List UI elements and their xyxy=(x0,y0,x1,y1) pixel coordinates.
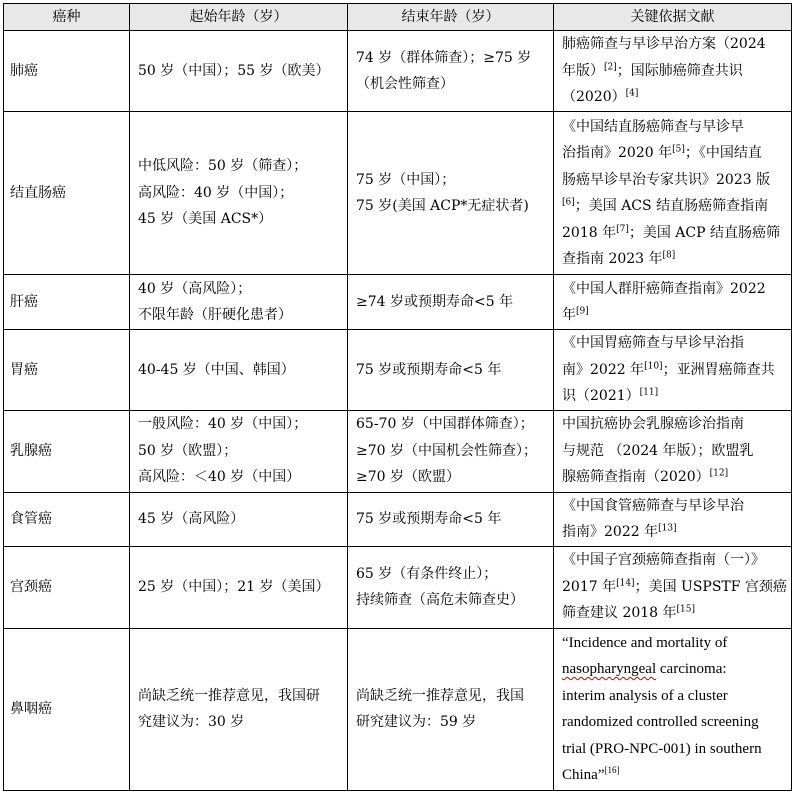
start-age-line: 40 岁（高风险）； xyxy=(138,280,252,297)
reference-line xyxy=(562,438,791,465)
reference-text: 治指南》2020 年 xyxy=(562,145,673,161)
reference-text: ；国际肺癌筛查共识 xyxy=(616,62,743,79)
end-age-line: 75 岁或预期寿命<5 年 xyxy=(356,510,502,527)
reference-line xyxy=(562,547,791,574)
citation-marker: [5] xyxy=(672,144,685,155)
reference-text: 中国抗癌协会乳腺癌诊治指南 xyxy=(562,416,744,433)
reference-line xyxy=(562,114,791,141)
start-age-line: 25 岁（中国）；21 岁（美国） xyxy=(138,578,330,595)
citation-marker: [15] xyxy=(676,604,696,615)
start-age-line: 50 岁（中国）；55 岁（欧美） xyxy=(138,62,330,79)
start-age-line: 45 岁（美国 ACS*） xyxy=(138,211,273,228)
reference-text: 年 xyxy=(562,307,576,323)
reference-line xyxy=(562,58,791,85)
reference-line xyxy=(562,383,791,410)
reference-line xyxy=(562,519,791,546)
reference-text: 识（2021） xyxy=(562,388,640,404)
reference-line xyxy=(562,276,791,303)
reference-line xyxy=(562,493,791,520)
reference-text: 南》2022 年 xyxy=(562,361,645,378)
reference-text: 指南》2022 年 xyxy=(562,524,659,540)
header-references: 关键依据文献 xyxy=(554,4,792,31)
cancer-type-cell: 胃癌 xyxy=(4,330,130,411)
reference-cell xyxy=(554,546,792,628)
reference-text: “Incidence and mortality of xyxy=(562,634,728,651)
start-age-line: 50 岁（欧盟）； xyxy=(138,442,238,459)
table-row xyxy=(4,112,792,275)
citation-marker: [2] xyxy=(604,62,617,73)
reference-line xyxy=(562,193,791,220)
reference-line xyxy=(562,330,791,357)
end-age-line: （机会性筛查） xyxy=(356,76,454,92)
screening-age-table xyxy=(3,3,792,791)
citation-marker: [13] xyxy=(658,523,677,534)
end-age-line: 65-70 岁（中国群体筛查）； xyxy=(356,416,534,433)
reference-line xyxy=(562,736,791,763)
reference-line xyxy=(562,140,791,167)
citation-marker: [16] xyxy=(604,765,620,775)
citation-marker: [6] xyxy=(562,197,575,208)
reference-cell xyxy=(554,31,792,112)
citation-marker: [12] xyxy=(709,468,729,479)
start-age-cell xyxy=(130,492,348,546)
end-age-line: ≥70 岁（中国机会性筛查）； xyxy=(356,442,537,459)
reference-text: trial (PRO-NPC-001) in southern xyxy=(562,740,762,757)
reference-text: 《中国人群肝癌筛查指南》2022 xyxy=(562,280,766,297)
citation-marker: [14] xyxy=(616,578,635,589)
reference-text: ；《中国结直 xyxy=(684,145,762,161)
reference-text: 2017 年 xyxy=(562,578,617,595)
reference-cell xyxy=(554,330,792,411)
start-age-cell xyxy=(130,31,348,112)
reference-cell xyxy=(554,112,792,275)
reference-line xyxy=(562,464,791,491)
reference-text: 《中国子宫颈癌筛查指南（一）》 xyxy=(562,552,765,569)
start-age-line: 45 岁（高风险） xyxy=(138,510,245,527)
table-row xyxy=(4,410,792,492)
reference-line xyxy=(562,630,791,657)
reference-text: 腺癌筛查指南（2020） xyxy=(562,469,710,486)
spellcheck-flagged-text: nasopharyngeal xyxy=(562,661,657,677)
reference-text: ；美国 USPSTF 宫颈癌 xyxy=(634,578,787,595)
reference-text: 肠癌早诊早治专家共识》2023 版 xyxy=(562,171,771,188)
end-age-cell xyxy=(348,410,554,492)
end-age-cell xyxy=(348,546,554,628)
reference-text: 肺癌筛查与早诊早治方案（2024 xyxy=(562,36,766,53)
start-age-cell xyxy=(130,112,348,275)
reference-line xyxy=(562,220,791,247)
end-age-line: ≥70 岁（欧盟） xyxy=(356,469,460,486)
reference-line xyxy=(562,84,791,111)
reference-text: 《中国结直肠癌筛查与早诊早 xyxy=(562,118,744,135)
start-age-cell xyxy=(130,546,348,628)
cancer-type-cell: 鼻咽癌 xyxy=(4,628,130,790)
reference-line xyxy=(562,600,791,627)
start-age-line: 尚缺乏统一推荐意见，我国研 xyxy=(138,687,320,704)
reference-line xyxy=(562,683,791,710)
reference-text: ；美国 ACS 结直肠癌筛查指南 xyxy=(574,198,769,214)
start-age-cell xyxy=(130,330,348,411)
end-age-line: 74 岁（群体筛查）；≥75 岁 xyxy=(356,49,532,66)
citation-marker: [11] xyxy=(639,387,659,398)
citation-marker: [9] xyxy=(576,306,589,317)
end-age-line: 研究建议为：59 岁 xyxy=(356,714,477,730)
start-age-line: 不限年龄（肝硬化患者） xyxy=(138,307,292,323)
end-age-line: 尚缺乏统一推荐意见，我国 xyxy=(356,687,524,704)
table-row xyxy=(4,275,792,330)
cancer-type-cell: 结直肠癌 xyxy=(4,112,130,275)
reference-text: 2018 年 xyxy=(562,224,617,241)
end-age-cell xyxy=(348,628,554,790)
reference-line xyxy=(562,656,791,683)
table-row xyxy=(4,546,792,628)
table-header-row xyxy=(4,4,792,31)
end-age-cell xyxy=(348,31,554,112)
reference-line xyxy=(562,167,791,194)
reference-text: 查指南 2023 年 xyxy=(562,251,663,267)
citation-marker: [10] xyxy=(644,360,663,371)
end-age-line: ≥74 岁或预期寿命<5 年 xyxy=(356,293,514,310)
end-age-line: 75 岁(美国 ACP*无症状者) xyxy=(356,198,529,214)
reference-text: ；亚洲胃癌筛查共 xyxy=(662,361,775,378)
header-cancer-type: 癌种 xyxy=(4,4,130,31)
citation-marker: [4] xyxy=(625,88,639,99)
end-age-line: 65 岁（有条件终止）； xyxy=(356,565,498,582)
start-age-line: 一般风险：40 岁（中国）； xyxy=(138,416,308,433)
cancer-type-cell: 肺癌 xyxy=(4,31,130,112)
start-age-line: 究建议为：30 岁 xyxy=(138,714,245,730)
reference-text: carcinoma: xyxy=(656,661,727,677)
reference-text: （2020） xyxy=(562,89,626,106)
reference-line xyxy=(562,31,791,58)
table-row xyxy=(4,31,792,112)
header-start-age: 起始年龄（岁） xyxy=(130,4,348,31)
table-row xyxy=(4,330,792,411)
reference-line xyxy=(562,709,791,736)
reference-cell xyxy=(554,492,792,546)
cancer-type-cell: 肝癌 xyxy=(4,275,130,330)
reference-line xyxy=(562,302,791,329)
reference-line xyxy=(562,762,791,789)
reference-cell xyxy=(554,410,792,492)
reference-text: 与规范 （2024 年版）；欧盟乳 xyxy=(562,442,754,459)
header-end-age: 结束年龄（岁） xyxy=(348,4,554,31)
reference-text: 年版） xyxy=(562,62,604,79)
start-age-cell xyxy=(130,410,348,492)
end-age-cell xyxy=(348,275,554,330)
reference-line xyxy=(562,574,791,601)
start-age-cell xyxy=(130,275,348,330)
reference-text: 《中国胃癌筛查与早诊早治指 xyxy=(562,335,744,351)
start-age-line: 中低风险：50 岁（筛查）； xyxy=(138,158,308,175)
end-age-line: 持续筛查（高危未筛查史） xyxy=(356,592,524,608)
end-age-cell xyxy=(348,492,554,546)
start-age-line: 高风险：40 岁（中国）； xyxy=(138,184,294,201)
start-age-line: 40-45 岁（中国、韩国） xyxy=(138,361,295,378)
reference-text: China” xyxy=(562,767,605,783)
end-age-cell xyxy=(348,330,554,411)
start-age-line: 高风险：＜40 岁（中国） xyxy=(138,469,301,486)
start-age-cell xyxy=(130,628,348,790)
end-age-line: 75 岁（中国）； xyxy=(356,171,456,188)
table-row xyxy=(4,492,792,546)
cancer-type-cell: 乳腺癌 xyxy=(4,410,130,492)
reference-line xyxy=(562,246,791,273)
reference-text: randomized controlled screening xyxy=(562,714,759,730)
reference-text: interim analysis of a cluster xyxy=(562,687,728,704)
cancer-type-cell: 宫颈癌 xyxy=(4,546,130,628)
reference-cell xyxy=(554,628,792,790)
reference-text: 筛查建议 2018 年 xyxy=(562,605,677,622)
end-age-line: 75 岁或预期寿命<5 年 xyxy=(356,361,502,378)
table-row xyxy=(4,628,792,790)
reference-line xyxy=(562,357,791,384)
citation-marker: [7] xyxy=(616,223,629,234)
reference-text: ；美国 ACP 结直肠癌筛 xyxy=(628,224,780,241)
citation-marker: [8] xyxy=(662,250,676,261)
cancer-type-cell: 食管癌 xyxy=(4,492,130,546)
reference-text: 《中国食管癌筛查与早诊早治 xyxy=(562,497,744,514)
reference-cell xyxy=(554,275,792,330)
reference-line xyxy=(562,411,791,438)
end-age-cell xyxy=(348,112,554,275)
